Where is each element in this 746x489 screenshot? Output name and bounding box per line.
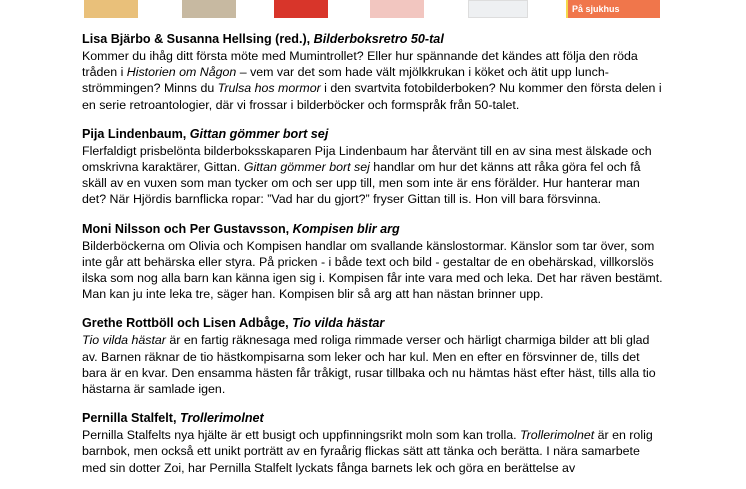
book-cover-2: [182, 0, 236, 18]
book-author: Grethe Rottböll och Lisen Adbåge,: [82, 316, 293, 331]
book-author: Lisa Bjärbo & Susanna Hellsing (red.),: [82, 32, 314, 46]
body-text: är en rolig barnbok, men också ett unikt porträtt av en fyraårig flickas sätt att tänka och berätta. I nära samarbete med sin dotter Zoi, har Pernilla Stalfelt lyckats fånga barnets lek och göra en berättelse av: [82, 428, 653, 475]
book-cover-7-title: På sjukhus: [572, 4, 620, 14]
body-text: handlar om hur det känns att råka göra fel och få skäll av en vuxen som man tycker om och ser upp till, men som inte är ens förälder. Hur hanterar man det? När Hjördis barnflicka ropar: ”Vad har du gjort?” fryser Gittan till is. Hon vill bara försvinna.: [82, 160, 641, 207]
book-cover-1: [84, 0, 138, 18]
body-text: Kommer du ihåg ditt första möte med Mumintrollet? Eller hur spännande det kändes att följa den röda tråden i: [82, 49, 638, 80]
book-cover-3: [274, 0, 328, 18]
book-cover-5: [468, 0, 528, 18]
body-text: Pernilla Stalfelts nya hjälte är ett busigt och uppfinningsrikt moln som kan trolla.: [82, 428, 521, 443]
book-entry: [82, 31, 667, 113]
book-cover-4: [370, 0, 424, 18]
book-covers-strip: [0, 0, 746, 18]
body-text: – vem var det som hade vält mjölkkrukan i köket och ätit upp lunch-strömmingen? Minns du: [82, 65, 609, 96]
book-title-mention: Trollerimolnet: [520, 428, 595, 443]
book-entry-title: [82, 315, 667, 332]
book-title-mention: Trulsa hos mormor: [217, 81, 321, 96]
book-entry-title: [82, 221, 667, 238]
book-name: Bilderboksretro 50-tal: [313, 32, 444, 46]
book-entry: [82, 315, 667, 397]
book-entry: [82, 410, 667, 476]
book-entry-body: [82, 332, 667, 397]
book-entry-body: [82, 238, 667, 303]
body-text: Flerfaldigt prisbelönta bilderboksskaparen Pija Lindenbaum har återvänt till en av sina mest älskade och omskrivna karaktärer, Gittan.: [82, 143, 652, 175]
book-title-mention: Tio vilda hästar: [82, 333, 166, 348]
book-entry-body: [82, 48, 667, 113]
body-text: Bilderböckerna om Olivia och Kompisen handlar om svallande känslostormar. Känslor som tar över, som inte går att behärska eller styra. På pricken - i både text och bild - gestaltar de en obehärskad, villkorslös ilska som nog alla barn kan känna igen sig i. Kompisen får inte vara med och leka. Det har räven bestämt. Man kan ju inte leka tre, säger han. Kompisen blir så arg att han nästan brinner upp.: [82, 238, 663, 302]
book-entry-title: [82, 126, 667, 143]
book-name: Gittan gömmer bort sej: [189, 126, 329, 141]
book-cover-7: [568, 0, 660, 18]
book-name: Trollerimolnet: [179, 411, 264, 426]
book-entry: [82, 126, 667, 208]
book-entry-title: [82, 31, 667, 48]
book-list: [82, 31, 667, 489]
book-entry: [82, 221, 667, 303]
book-title-mention: Gittan gömmer bort sej: [243, 160, 370, 175]
body-text: i den svartvita fotobilderboken? Nu kommer den första delen i en serie retroantologier, där vi frossar i bilderböcker och formspråk från 50-talet.: [82, 81, 662, 112]
book-name: Tio vilda hästar: [292, 316, 385, 331]
book-entry-body: [82, 427, 667, 476]
book-author: Pija Lindenbaum,: [82, 126, 190, 141]
book-author: Moni Nilsson och Per Gustavsson,: [82, 221, 293, 236]
book-author: Pernilla Stalfelt,: [82, 411, 180, 426]
book-name: Kompisen blir arg: [292, 221, 400, 236]
book-title-mention: Historien om Någon: [126, 65, 237, 80]
body-text: är en fartig räknesaga med roliga rimmade verser och härligt charmiga bilder att bli glad av. Barnen räknar de tio hästkompisarna som leker och har kul. Men en efter en försvinner de, tills det bara är en kvar. Den ensamma hästen får tråkigt, rusar tillbaka och nu hämtas häst efter häst, tills alla tio hästarna är samlade igen.: [82, 333, 656, 397]
book-entry-body: [82, 143, 667, 208]
